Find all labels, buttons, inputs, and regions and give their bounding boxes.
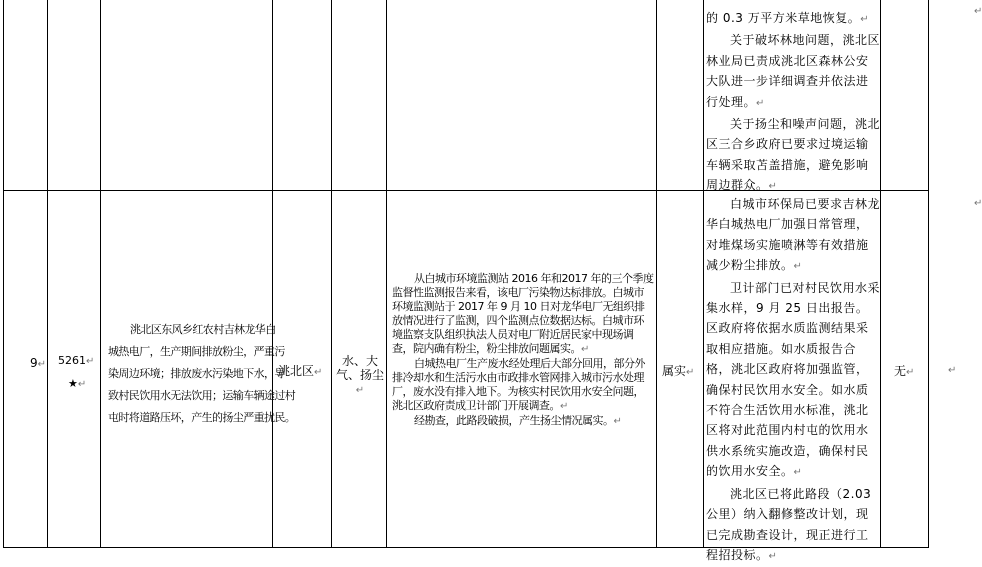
remarks-cell	[948, 362, 968, 376]
paragraph-mark-icon: ↵	[314, 367, 323, 378]
table-column-divider	[703, 0, 704, 548]
description-line: 染周边环境；排放废水污染地下水，导	[108, 367, 285, 380]
paragraph-mark-icon: ↵	[974, 6, 982, 17]
description-line: 洮北区东风乡红农村吉林龙华白	[130, 323, 276, 336]
table-column-divider	[47, 0, 48, 548]
handling-cell	[706, 194, 880, 567]
row-number: 9	[29, 356, 38, 370]
handling-paragraph: 卫计部门已对村民饮用水采集水样，9 月 25 日出报告。区政府将依据水质监测结果采取相应措施。如水质报告合格，洮北区政府将加强监管，确保村民饮用水安全。如水质不符合生活饮用水标准，洮北区将对此范围内村屯的饮用水供水系统实施改造，确保村民的饮用水安全。	[706, 280, 881, 479]
paragraph-mark-icon: ↵	[948, 365, 957, 376]
description-line: 城热电厂，生产期间排放粉尘，严重污	[108, 345, 285, 358]
table-column-divider	[100, 0, 101, 548]
paragraph-mark-icon: ↵	[560, 401, 568, 412]
description-line: 致村民饮用水无法饮用；运输车辆途过村	[108, 389, 296, 402]
accountability-cell	[894, 362, 918, 379]
admin-area-cell	[278, 362, 330, 379]
paragraph-mark-icon: ↵	[756, 97, 765, 109]
paragraph-mark-icon: ↵	[793, 467, 803, 479]
paragraph-mark-icon: ↵	[355, 385, 365, 396]
paragraph-mark-icon: ↵	[906, 367, 915, 378]
complaint-star: ★	[68, 377, 78, 390]
verification-paragraph: 经勘查，此路段破损，产生扬尘情况属实。	[414, 414, 614, 427]
handling-paragraph: 关于破坏林地问题，洮北区林业局已责成洮北区森林公安大队进一步详细调查并依法进行处理。	[706, 33, 881, 109]
paragraph-mark-icon: ↵	[77, 379, 87, 390]
admin-area: 洮北区	[278, 364, 315, 378]
verification-cell	[392, 272, 654, 429]
complaint-id: 5261	[58, 354, 86, 367]
table-column-divider	[272, 0, 273, 548]
table-column-divider	[928, 0, 929, 548]
table-border-left	[3, 0, 4, 548]
table-column-divider	[331, 0, 332, 548]
paragraph-mark-icon: ↵	[37, 359, 46, 370]
pollution-type: 水、大气、扬尘	[336, 354, 385, 382]
paragraph-mark-icon: ↵	[581, 344, 589, 355]
paragraph-mark-icon: ↵	[768, 550, 778, 562]
paragraph-mark-icon: ↵	[768, 181, 778, 193]
paragraph-mark-icon: ↵	[613, 416, 622, 427]
verification-paragraph: 白城热电厂生产废水经处理后大部分回用，部分外排冷却水和生活污水由市政排水管网排入城市污水处理厂，废水没有排入地下。为核实村民饮用水安全问题，洮北区政府责成卫计部门开展调查。	[392, 357, 645, 412]
handling-paragraph: 洮北区已将此路段（2.03公里）纳入翻修整改计划，现已完成勘查设计，现正进行工程招投标。	[706, 486, 872, 562]
handling-paragraph: 关于扬尘和噪声问题，洮北区三合乡政府已要求过境运输车辆采取苫盖措施，避免影响周边群众。	[706, 117, 881, 193]
handling-paragraph: 的 0.3 万平方米草地恢复。	[706, 11, 861, 25]
row-number-cell	[4, 356, 46, 370]
top-row-handling-cell	[706, 8, 880, 198]
verification-paragraph: 从白城市环境监测站 2016 年和2017 年的三个季度监督性监测报告来看，该电厂污染物达标排放。白城市环境监测站于 2017 年 9 月 10 日对龙华电厂无组织排放情况进行了监测，四个监测点位数据达标。白城市环境监察支队组织执法人员对电厂附近居民家中现场调查，院内确有粉尘，粉尘排放问题属实。	[392, 272, 654, 355]
verification-result: 属实	[662, 364, 687, 378]
table-column-divider	[880, 0, 881, 548]
accountability: 无	[894, 364, 907, 378]
table-column-divider	[386, 0, 387, 548]
complaint-description-cell	[108, 319, 296, 429]
paragraph-mark-icon: ↵	[686, 367, 695, 378]
description-line: 屯时将道路压坏，产生的扬尘严重扰民。	[108, 411, 296, 424]
verification-result-cell	[662, 362, 702, 379]
paragraph-mark-icon: ↵	[793, 261, 803, 273]
table-column-divider	[656, 0, 657, 548]
paragraph-mark-icon: ↵	[974, 198, 982, 209]
paragraph-mark-icon: ↵	[860, 14, 870, 25]
complaint-id-cell	[58, 350, 98, 396]
paragraph-mark-icon: ↵	[86, 356, 95, 367]
pollution-type-cell	[336, 354, 384, 398]
handling-paragraph: 白城市环保局已要求吉林龙华白城热电厂加强日常管理，对堆煤场实施喷淋等有效措施减少粉尘排放。	[706, 197, 881, 273]
